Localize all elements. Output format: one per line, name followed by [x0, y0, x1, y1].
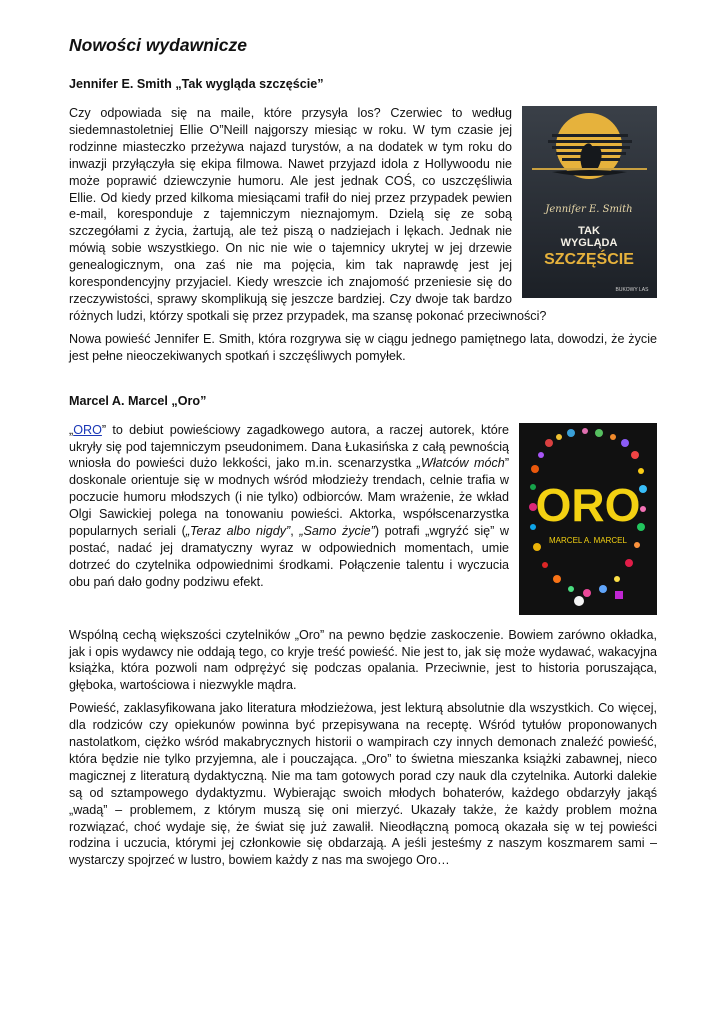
oro-link[interactable]: ORO [73, 422, 102, 437]
book2-paragraph-3: Powieść, zaklasyfikowana jako literatura młodzieżowa, jest lekturą absolutnie dla wszystkich. Co więcej, dla rodziców czy opiekunów powinna być przepisywana na receptę. Wśród tytułów proponowanych nastolatkom, ciężko wśród makabrycznych historii o wampirach czy innych demonach znaleźć powieść, która będzie nie tylko przyjemna, ale i pouczająca. „Oro” to świetna mieszanka książki zabawnej, nieco magicznej z literaturą dydaktyczną. Nie ma tam gotowych porad czy nauk dla czytelnika. Autorki dalekie są od sztampowego dydaktyzmu. Wybierając swoich młodych bohaterów, każdego obdarzyły jakąś „wadą” – problemem, z którym muszą się oni mierzyć. Ukazały także, że każdy problem można rozwiązać, choć wydaje się, że świat się już zawalił. Nieodłączną pomocą okazała się w tej powieści rodzina i uczucia, którymi jej członkowie się obdarzają. A jeśli jesteśmy z naszym koszmarem sami – wystarczy spojrzeć w lustro, bowiem każdy z nas ma swojego Oro… [69, 701, 657, 868]
open-quote: „ [69, 422, 74, 437]
book2-intro: „ORO” to debiut powieściowy zagadkowego autora, a raczej autorek, które ukryły się pod tajemniczym pseudonimem. Dana Łukasińska z całą pewnością wniosła do powieści dużo lekkości, jako m.in. scenarzystka „Włatców móch” doskonale orientuje się w modnych wśród młodzieży trendach, celnie trafia w poczucie humoru młodszych (i nie tylko) odbiorców. Mam wrażenie, że wkład Olgi Sawickiej polega na tonowaniu powieści. Aktorka, współscenarzystka popularnych seriali („Teraz albo nigdy”, „Samo życie”) potrafi „wgryźć się” w postać, nadać jej dramatyczny wyraz w odpowiednich momentach, umie dotrzeć do czytelnika odpowiednimi środkami. Połączenie talentu i wyczucia obu pań dało godny podziwu efekt. [69, 422, 510, 589]
title-samo-zycie: „Samo życie” [299, 524, 375, 539]
page-title: Nowości wydawnicze [69, 35, 247, 55]
book-review-2 [69, 393, 657, 870]
book1-cover-title-1: TAK [578, 225, 600, 237]
book2-cover [519, 423, 657, 615]
book1-cover-publisher: BUKOWY LAS [615, 287, 649, 293]
book1-cover-title-3: SZCZĘŚCIE [544, 251, 634, 268]
title-teraz-albo-nigdy: „Teraz albo nigdy” [185, 524, 291, 539]
book1-description: Czy odpowiada się na maile, które przysyła los? Czerwiec to według siedemnastoletniej Ellie O”Neill najgorszy miesiąc w roku. W tym czasie jej rodzinne miasteczko przeżywa najazd turystów, a na dodatek w tym roku do inwazji przyłączyła się ekipa filmowa. Nawet przyjazd idola z Hollywoodu nie może poprawić dziewczynie humoru. Ale jest jednak COŚ, co uszczęśliwia Ellie. Od kiedy przed kilkoma miesiącami trafił do niej przez przypadek pewien e-mail, koresponduje z tajemniczym nieznajomym. Dzielą się ze sobą szczegółami z życia, żartują, ale też piszą o nadziejach i lękach. Jednak nie mówią sobie wszystkiego. On nic nie wie o tajemnicy ukrytej w jej drzewie genealogicznym, ona zaś nie ma pojęcia, kim tak naprawdę jest jej korespondencyjny przyjaciel. Kiedy wreszcie ich znajomość przeniesie się do rzeczywistości, sprawy skomplikują się jeszcze bardziej. Czy dwoje tak bardzo różnych ludzi, którzy spotkali się przez przypadek, ma szansę pokonać przeciwności? [69, 106, 547, 323]
book1-cover [522, 106, 657, 298]
title-wlatcow-moch: „Włatców móch [416, 456, 505, 471]
article [69, 34, 657, 875]
book1-cover-title-2: WYGLĄDA [560, 237, 618, 249]
book-review-1 [69, 76, 657, 365]
book2-paragraph-2: Wspólną cechą większości czytelników „Oro” na pewno będzie zaskoczenie. Bowiem zarówno okładka, jak i opis wydawcy nie oddają tego, co kryje treść powieść. Nie jest to, jak się może wydawać, wakacyjna książka, która pozwoli nam odprężyć się podczas opalania. Przeciwnie, jest to historia poruszająca, głęboka, wartościowa i niezwykle mądra. [69, 627, 657, 693]
book2-cover-title: ORO [535, 478, 641, 531]
book1-cover-author: Jennifer E. Smith [545, 204, 633, 215]
book1-heading: Jennifer E. Smith „Tak wygląda szczęście” [69, 77, 324, 91]
book1-summary: Nowa powieść Jennifer E. Smith, która rozgrywa się w ciągu jednego pamiętnego lata, dowodzi, że życie jest pełne nieoczekiwanych spotkań i szczęśliwych pomyłek. [69, 331, 657, 363]
book2-heading: Marcel A. Marcel „Oro” [69, 393, 207, 408]
book2-cover-author: MARCEL A. MARCEL [549, 535, 627, 545]
